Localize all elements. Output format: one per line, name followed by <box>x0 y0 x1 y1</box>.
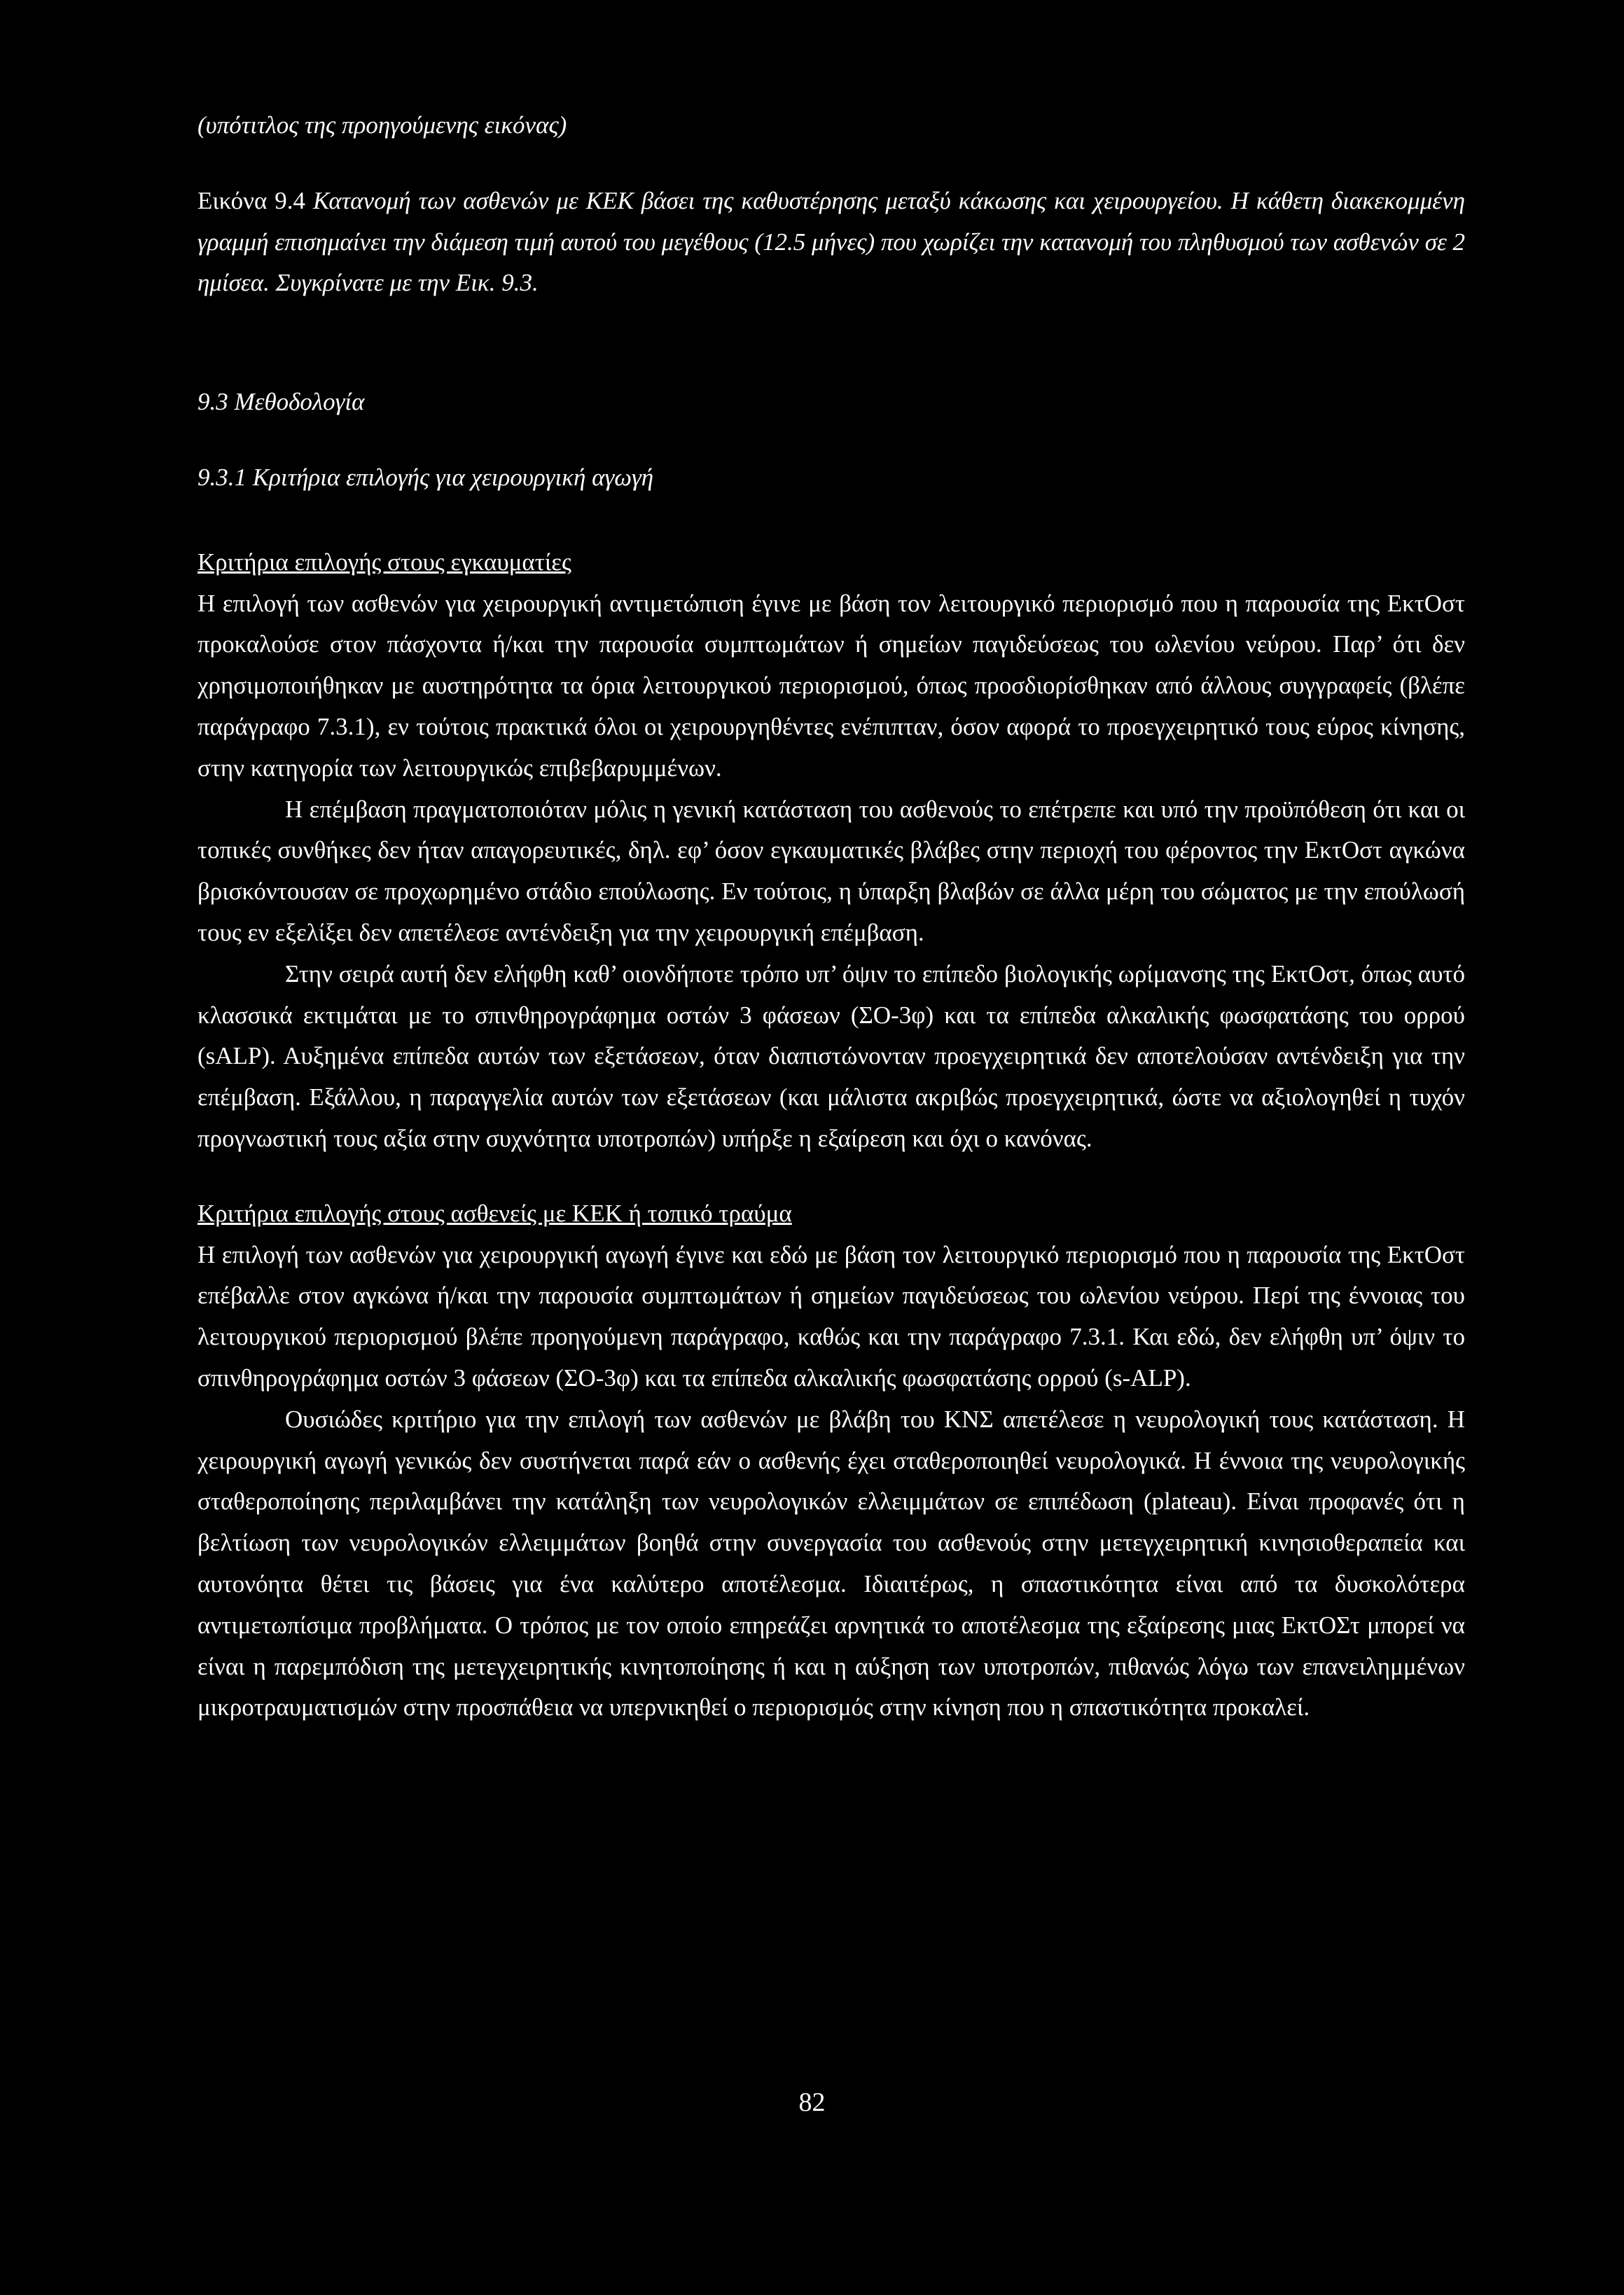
previous-figure-caption: (υπότιτλος της προηγούμενης εικόνας) <box>197 111 567 139</box>
burns-paragraph-1: Η επιλογή των ασθενών για χειρουργική αντιμετώπιση έγινε με βάση τον λειτουργικό περιορισμό που η παρουσία της ΕκτΟστ προκαλούσε στον πάσχοντα ή/και την παρουσία συμπτωμάτων ή σημείων παγιδεύσεως του ωλενίου νεύρου. Παρ’ ότι δεν χρησιμοποιήθηκαν με αυστηρότητα τα όρια λειτουργικού περιορισμού, όπως προσδιορίσθηκαν από άλλους συγγραφείς (βλέπε παράγραφο 7.3.1), εν τούτοις πρακτικά όλοι οι χειρουργηθέντες ενέπιπταν, όσον αφορά το προεγχειρητικό τους εύρος κίνησης, στην κατηγορία των λειτουργικώς επιβεβαρυμμένων. <box>197 589 1465 782</box>
burns-paragraph-2: Η επέμβαση πραγματοποιόταν μόλις η γενική κατάσταση του ασθενούς το επέτρεπε και υπό την προϋπόθεση ότι και οι τοπικές συνθήκες δεν ήταν απαγορευτικές, δηλ. εφ’ όσον εγκαυματικές βλάβες στην περιοχή του φέροντος την ΕκτΟστ αγκώνα βρισκόντουσαν σε προχωρημένο στάδιο επούλωσης. Εν τούτοις, η ύπαρξη βλαβών σε άλλα μέρη του σώματος με την επούλωσή τους εν εξελίξει δεν απετέλεσε αντένδειξη για την χειρουργική επέμβαση. <box>197 795 1465 946</box>
figure-caption <box>197 181 1465 304</box>
tbi-paragraph-2: Ουσιώδες κριτήριο για την επιλογή των ασθενών με βλάβη του ΚΝΣ απετέλεσε η νευρολογική τους κατάσταση. Η χειρουργική αγωγή γενικώς δεν συστήνεται παρά εάν ο ασθενής έχει σταθεροποιηθεί νευρολογικά. Η έννοια της νευρολογικής σταθεροποίησης περιλαμβάνει την κατάληξη των νευρολογικών ελλειμμάτων σε επιπέδωση (plateau). Είναι προφανές ότι η βελτίωση των νευρολογικών ελλειμμάτων βοηθά στην συνεργασία του ασθενούς στην μετεγχειρητική κινησιοθεραπεία και αυτονόητα θέτει τις βάσεις για ένα καλύτερο αποτέλεσμα. Ιδιαιτέρως, η σπαστικότητα είναι από τα δυσκολότερα αντιμετωπίσιμα προβλήματα. Ο τρόπος με τον οποίο επηρεάζει αρνητικά το αποτέλεσμα της εξαίρεσης μιας ΕκτΟΣτ μπορεί να είναι η παρεμπόδιση της μετεγχειρητικής κινητοποίησης ή και η αύξηση των υποτροπών, πιθανώς λόγω των επανειλημμένων μικροτραυματισμών στην προσπάθεια να υπερνικηθεί ο περιορισμός στην κίνηση που η σπαστικότητα προκαλεί. <box>197 1405 1465 1721</box>
tbi-criteria-heading: Κριτήρια επιλογής στους ασθενείς με ΚΕΚ ή τοπικό τραύμα <box>197 1199 792 1227</box>
page-number: 82 <box>798 2088 826 2117</box>
document-page <box>197 105 1465 1728</box>
figure-label: Εικόνα 9.4 <box>197 186 306 214</box>
figure-caption-text: Κατανομή των ασθενών με ΚΕΚ βάσει της καθυστέρησης μεταξύ κάκωσης και χειρουργείου. Η κάθετη διακεκομμένη γραμμή επισημαίνει την διάμεση τιμή αυτού του μεγέθους (12.5 μήνες) που χωρίζει την κατανομή του πληθυσμού των ασθενών σε 2 ημίσεα. Συγκρίνατε με την Εικ. 9.3. <box>197 186 1465 297</box>
tbi-paragraph-1: Η επιλογή των ασθενών για χειρουργική αγωγή έγινε και εδώ με βάση τον λειτουργικό περιορισμό που η παρουσία της ΕκτΟστ επέβαλλε στον αγκώνα ή/και την παρουσία συμπτωμάτων ή σημείων παγιδεύσεως του ωλενίου νεύρου. Περί της έννοιας του λειτουργικού περιορισμού βλέπε προηγούμενη παράγραφο, καθώς και την παράγραφο 7.3.1. Και εδώ, δεν ελήφθη υπ’ όψιν το σπινθηρογράφημα οστών 3 φάσεων (ΣΟ-3φ) και τα επίπεδα αλκαλικής φωσφατάσης ορρού (s-ALP). <box>197 1240 1465 1392</box>
subsection-heading: 9.3.1 Κριτήρια επιλογής για χειρουργική αγωγή <box>197 463 654 491</box>
section-heading: 9.3 Μεθοδολογία <box>197 388 365 416</box>
burns-criteria-heading: Κριτήρια επιλογής στους εγκαυματίες <box>197 548 571 576</box>
burns-paragraph-3: Στην σειρά αυτή δεν ελήφθη καθ’ οιονδήποτε τρόπο υπ’ όψιν το επίπεδο βιολογικής ωρίμανσης της ΕκτΟστ, όπως αυτό κλασσικά εκτιμάται με το σπινθηρογράφημα οστών 3 φάσεων (ΣΟ-3φ) και τα επίπεδα αλκαλικής φωσφατάσης του ορρού (sALP). Αυξημένα επίπεδα αυτών των εξετάσεων, όταν διαπιστώνονταν προεγχειρητικά δεν αποτελούσαν αντένδειξη για την επέμβαση. Εξάλλου, η παραγγελία αυτών των εξετάσεων (και μάλιστα ακριβώς προεγχειρητικά, ώστε να αξιολογηθεί η τυχόν προγνωστική τους αξία στην συχνότητα υποτροπών) υπήρξε η εξαίρεση και όχι ο κανόνας. <box>197 959 1465 1152</box>
